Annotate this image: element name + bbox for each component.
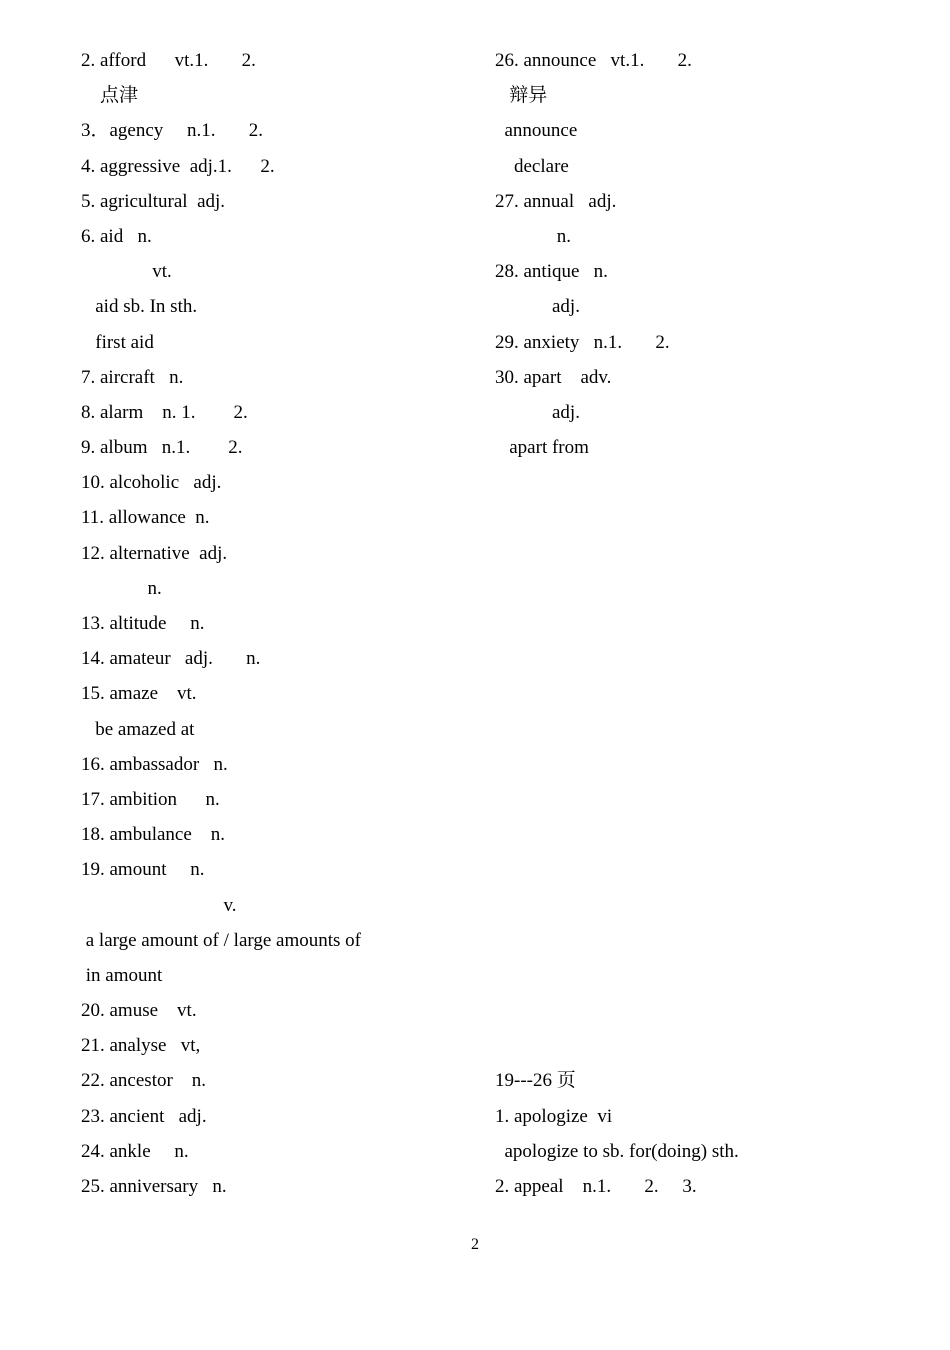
left-entry-line: 7. aircraft n. (81, 366, 184, 388)
right-entry-line (495, 782, 895, 817)
right-entry-line: adj. (495, 296, 580, 318)
right-entry-line (495, 536, 895, 571)
left-entry-line: 14. amateur adj. n. (81, 648, 261, 670)
left-entry-line: 17. ambition n. (81, 788, 220, 810)
right-entry-line (495, 500, 895, 535)
right-entry-line: 1. apologize vi (495, 1105, 613, 1127)
left-entry-line: 10. alcoholic adj. (81, 472, 222, 494)
right-entry-line (495, 712, 895, 747)
right-entry-line (495, 993, 895, 1028)
right-entry-line: n. (495, 225, 571, 247)
right-column (495, 43, 895, 1204)
left-entry-line: 18. ambulance n. (81, 824, 226, 846)
right-entry-line (495, 676, 895, 711)
right-entry-line (495, 747, 895, 782)
left-entry-line: 13. altitude n. (81, 613, 205, 634)
right-entry-line: 辩异 (495, 85, 548, 107)
right-entry-line: announce (495, 120, 578, 142)
left-entry-line: aid sb. In sth. (81, 296, 198, 318)
left-entry-line: a large amount of / large amounts of (81, 929, 361, 951)
right-entry-line: 30. apart adv. (495, 366, 612, 388)
left-entry-line: 25. anniversary n. (81, 1176, 227, 1197)
left-entry-line: in amount (81, 964, 163, 986)
right-entry-line: 27. annual adj. (495, 190, 617, 212)
right-entry-line: apologize to sb. for(doing) sth. (495, 1140, 739, 1162)
right-entry-line: 28. antique n. (495, 261, 608, 283)
right-entry-line: 29. anxiety n.1. 2. (495, 331, 670, 353)
right-entry-line (495, 571, 895, 606)
left-entry-line: 3．agency n.1. 2. (81, 120, 264, 142)
left-entry-line: 4. aggressive adj.1. 2. (81, 155, 275, 177)
left-entry-line: be amazed at (81, 718, 195, 740)
right-entry-line (495, 817, 895, 852)
right-entry-line (495, 1028, 895, 1063)
left-entry-line: v. (81, 894, 237, 916)
left-column (81, 43, 481, 1204)
left-entry-line: 点津 (81, 85, 139, 107)
right-entry-line (495, 923, 895, 958)
left-entry-line: first aid (81, 331, 154, 353)
left-entry-line: 20. amuse vt. (81, 1000, 197, 1022)
left-entry-line: 15. amaze vt. (81, 683, 197, 705)
right-entry-line (495, 958, 895, 993)
left-entry-line: 5. agricultural adj. (81, 190, 226, 212)
left-entry-line: 23. ancient adj. (81, 1105, 207, 1127)
left-entry-line: 16. ambassador n. (81, 753, 228, 775)
left-entry-line: 9. album n.1. 2. (81, 437, 243, 459)
right-entry-line (495, 606, 895, 641)
right-entry-line (495, 852, 895, 887)
left-entry-line: 2. afford vt.1. 2. (81, 50, 256, 71)
left-entry-line: n. (81, 577, 162, 599)
right-entry-line (495, 465, 895, 500)
right-entry-line: apart from (495, 437, 589, 459)
left-entry-line: 19. amount n. (81, 859, 205, 881)
left-entry-line: 24. ankle n. (81, 1140, 189, 1162)
page-number: 2 (471, 1236, 479, 1253)
left-entry-line: 6. aid n. (81, 225, 152, 247)
left-entry-line: 12. alternative adj. (81, 542, 228, 564)
right-entry-line (495, 641, 895, 676)
right-entry-line: 26. announce vt.1. 2. (495, 50, 692, 71)
left-entry-line: 21. analyse vt, (81, 1035, 201, 1057)
left-entry-line: 11. allowance n. (81, 507, 210, 529)
right-entry-line: 2. appeal n.1. 2. 3. (495, 1176, 697, 1197)
right-entry-line: declare (495, 155, 569, 177)
left-entry-line: 22. ancestor n. (81, 1070, 207, 1092)
right-entry-line: 19---26 页 (495, 1070, 576, 1092)
right-entry-line: adj. (495, 401, 580, 423)
left-entry-line: vt. (81, 261, 172, 283)
left-entry-line: 8. alarm n. 1. 2. (81, 401, 248, 423)
right-entry-line (495, 888, 895, 923)
